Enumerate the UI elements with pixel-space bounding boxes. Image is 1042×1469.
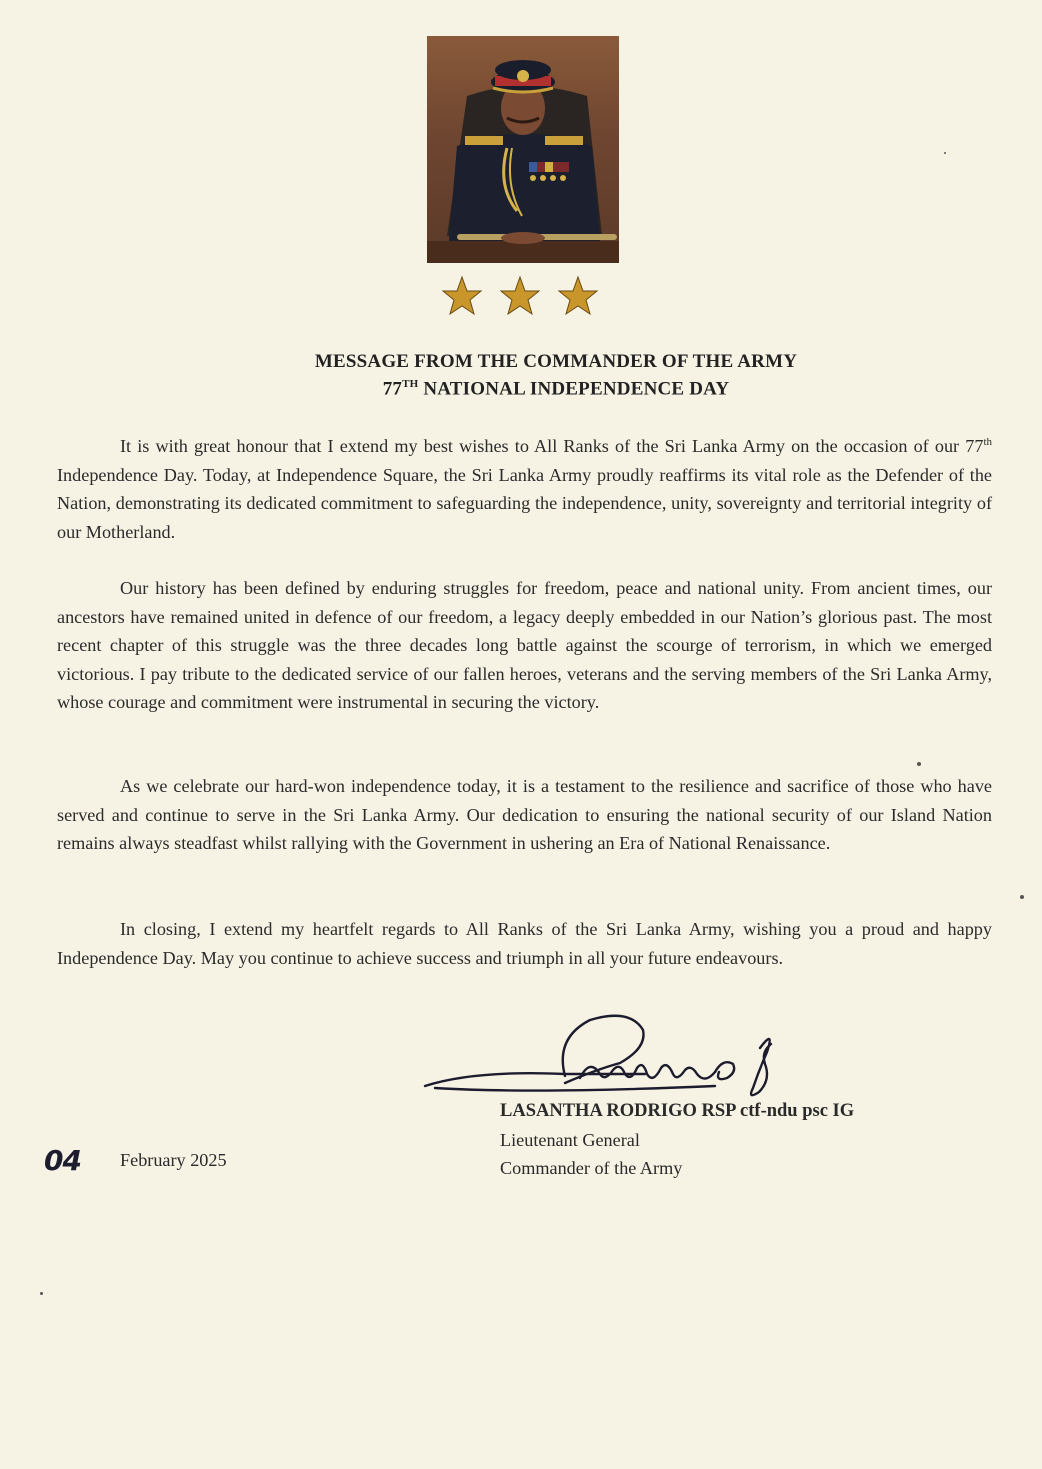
paper-speck <box>917 762 921 766</box>
signatory-name: LASANTHA RODRIGO RSP ctf-ndu psc IG <box>500 1101 855 1121</box>
signatory-rank: Lieutenant General <box>500 1129 640 1150</box>
date-month-year: February 2025 <box>120 1150 227 1170</box>
paper-speck <box>1020 895 1024 899</box>
handwritten-signature <box>415 1008 795 1108</box>
handwritten-day: 04 <box>44 1144 81 1177</box>
star-icon <box>559 277 597 314</box>
paragraph-2: Our history has been defined by enduring struggles for freedom, peace and national unity. From ancient times, our ancestors have remained united in defence of our freedom, a legacy deeply embedded in our Nation’s glorious past. The most recent chapter of this struggle was the three decades long battle against the scourge of terrorism, in which we emerged victorious. I pay tribute to the dedicated service of our fallen heroes, veterans and the serving members of the Sri Lanka Army, whose courage and commitment were instrumental in securing the victory. <box>57 578 992 712</box>
commander-portrait <box>427 36 619 263</box>
paragraph-4: In closing, I extend my heartfelt regards to All Ranks of the Sri Lanka Army, wishing you a proud and happy Independence Day. May you continue to achieve success and triumph in all your future endeavours. <box>57 919 992 968</box>
paper-speck <box>944 152 946 154</box>
star-icon <box>443 277 481 314</box>
general-rank-stars <box>440 275 604 317</box>
paper-speck <box>40 1292 43 1295</box>
signatory-block <box>500 1097 854 1183</box>
signatory-title: Commander of the Army <box>500 1158 683 1178</box>
paragraph-1: It is with great honour that I extend my best wishes to All Ranks of the Sri Lanka Army on the occasion of our 77th Independence Day. Today, at Independence Square, the Sri Lanka Army proudly reaffirms its vital role as the Defender of the Nation, demonstrating its dedicated commitment to safeguarding the independence, unity, sovereignty and territorial integrity of our Motherland. <box>57 435 992 542</box>
message-subtitle: 77TH NATIONAL INDEPENDENCE DAY <box>382 378 730 400</box>
message-title: MESSAGE FROM THE COMMANDER OF THE ARMY <box>314 351 798 372</box>
paragraph-3: As we celebrate our hard-won independence today, it is a testament to the resilience and sacrifice of those who have served and continue to serve in the Sri Lanka Army. Our dedication to ensuring the national security of our Island Nation remains always steadfast whilst rallying with the Government in ushering an Era of National Renaissance. <box>57 776 992 853</box>
star-icon <box>501 277 539 314</box>
